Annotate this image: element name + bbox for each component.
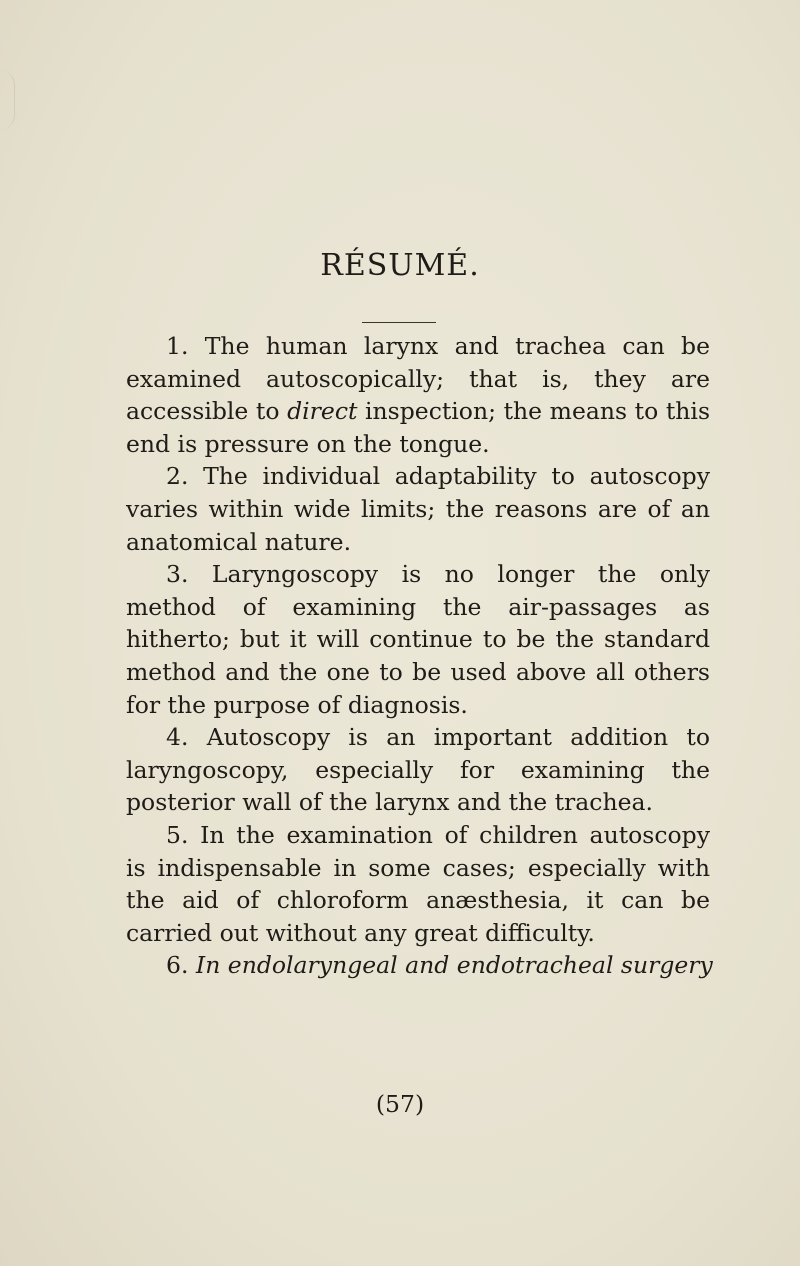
page-number: (57)	[375, 1090, 425, 1118]
page-title: RÉSUMÉ.	[320, 248, 480, 283]
paragraph-1-text-start: 1. The human larynx and trachea can be examined autoscopically; that is, they are accessible to	[126, 332, 710, 426]
paragraph-4: 4. Autoscopy is an important addition to laryngoscopy, especially for examining the posterior wall of the larynx and the trachea.	[126, 723, 710, 817]
paragraph-6	[126, 949, 713, 982]
paragraph-1-emphasis: direct	[287, 397, 358, 426]
paragraph-2: 2. The individual adaptability to autoscopy varies within wide limits; the reasons are of an anatomical nature.	[126, 462, 710, 556]
paragraph-6-number: 6.	[166, 951, 196, 980]
paragraph-3: 3. Laryngoscopy is no longer the only method of examining the air-passages as hitherto; but it will continue to be the standard method and the one to be used above all others for the purpose of diagnosis.	[126, 560, 710, 719]
body-text	[126, 330, 713, 982]
paragraph-6-emphasis: In endolaryngeal and endotracheal surgery	[195, 951, 713, 980]
title-divider	[362, 322, 436, 323]
page-edge-shadow	[0, 70, 15, 130]
paragraph-5: 5. In the examination of children autoscopy is indispensable in some cases; especially with the aid of chloroform anæsthesia, it can be carried out without any great difficulty.	[126, 820, 710, 947]
paragraph-1-text-end: inspection; the means to this end is pressure on the tongue.	[126, 397, 711, 458]
paragraph-1	[126, 330, 710, 460]
